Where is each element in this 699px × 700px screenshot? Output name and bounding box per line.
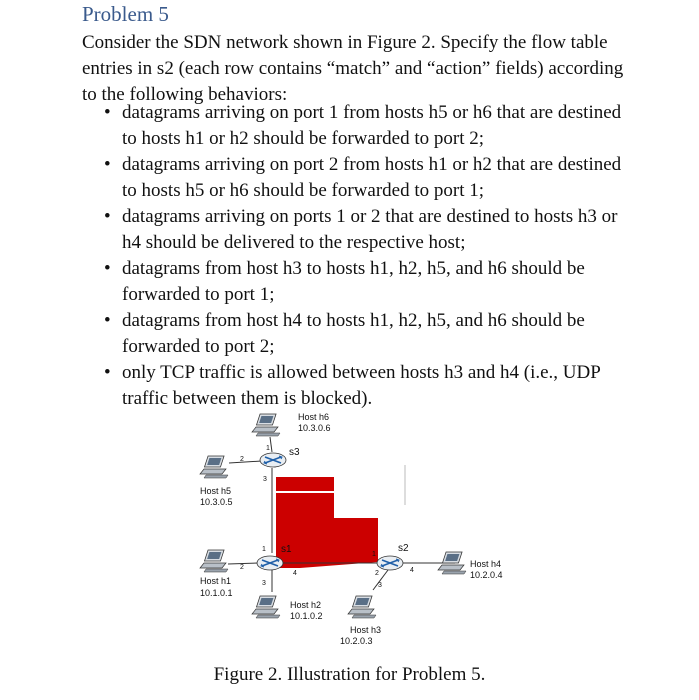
host-h4 bbox=[438, 552, 466, 574]
host-h6 bbox=[252, 414, 280, 436]
port-label: 2 bbox=[375, 570, 379, 577]
port-label: 1 bbox=[372, 551, 376, 558]
host-h5-ip: 10.3.0.5 bbox=[200, 497, 233, 507]
bullet-icon: • bbox=[104, 258, 111, 279]
behavior-text: datagrams from host h4 to hosts h1, h2, h5, and h6 should be forwarded to port 2; bbox=[122, 310, 585, 357]
host-h5-name: Host h5 bbox=[200, 486, 232, 496]
host-h2-ip: 10.1.0.2 bbox=[290, 611, 323, 621]
behavior-text: only TCP traffic is allowed between hosts h3 and h4 (i.e., UDP traffic between them is blocked). bbox=[122, 362, 601, 409]
behavior-item bbox=[100, 204, 640, 256]
port-label: 3 bbox=[378, 582, 382, 589]
behavior-text: datagrams arriving on ports 1 or 2 that are destined to hosts h3 or h4 should be delivered to the respective host; bbox=[122, 206, 618, 253]
behavior-text: datagrams from host h3 to hosts h1, h2, h5, and h6 should be forwarded to port 1; bbox=[122, 258, 585, 305]
problem-title: Problem 5 bbox=[82, 2, 169, 26]
bullet-icon: • bbox=[104, 310, 111, 331]
port-label: 1 bbox=[262, 546, 266, 553]
host-h4-name: Host h4 bbox=[470, 559, 502, 569]
behavior-item bbox=[100, 152, 640, 204]
port-label: 4 bbox=[293, 570, 297, 577]
host-h2 bbox=[252, 596, 280, 618]
bullet-icon: • bbox=[104, 362, 111, 383]
behavior-list bbox=[100, 100, 640, 412]
switch-label-s2: s2 bbox=[398, 543, 409, 554]
host-h6-ip: 10.3.0.6 bbox=[298, 423, 331, 433]
host-h4-ip: 10.2.0.4 bbox=[470, 570, 503, 580]
switch-label-s3: s3 bbox=[289, 447, 300, 458]
host-h1-ip: 10.1.0.1 bbox=[200, 588, 233, 598]
switch-s1 bbox=[257, 556, 283, 570]
bullet-icon: • bbox=[104, 154, 111, 175]
host-h6-name: Host h6 bbox=[298, 412, 330, 422]
behavior-text: datagrams arriving on port 2 from hosts h1 or h2 that are destined to hosts h5 or h6 should be forwarded to port 1; bbox=[122, 154, 622, 201]
behavior-item bbox=[100, 100, 640, 152]
switch-s2 bbox=[377, 556, 403, 570]
behavior-text: datagrams arriving on port 1 from hosts h5 or h6 that are destined to hosts h1 or h2 should be forwarded to port 2; bbox=[122, 102, 622, 149]
port-label: 2 bbox=[240, 456, 244, 463]
figure-caption: Figure 2. Illustration for Problem 5. bbox=[213, 664, 486, 685]
problem-intro: Consider the SDN network shown in Figure 2. Specify the flow table entries in s2 (each row contains “match” and “action” fields) according to the following behaviors: bbox=[82, 32, 624, 105]
host-h2-name: Host h2 bbox=[290, 600, 322, 610]
behavior-item bbox=[100, 256, 640, 308]
bullet-icon: • bbox=[104, 206, 111, 227]
host-h3-ip: 10.2.0.3 bbox=[340, 636, 373, 646]
port-label: 4 bbox=[410, 567, 414, 574]
switch-s3 bbox=[260, 453, 286, 467]
port-label: 1 bbox=[266, 445, 270, 452]
host-h1-name: Host h1 bbox=[200, 576, 232, 586]
host-h3 bbox=[348, 596, 376, 618]
port-label: 3 bbox=[263, 476, 267, 483]
port-label: 2 bbox=[240, 564, 244, 571]
port-label: 3 bbox=[262, 580, 266, 587]
network-figure bbox=[0, 400, 699, 660]
host-h1 bbox=[200, 550, 228, 572]
host-h3-name: Host h3 bbox=[350, 625, 382, 635]
host-h5 bbox=[200, 456, 228, 478]
switch-label-s1: s1 bbox=[281, 544, 292, 555]
behavior-item bbox=[100, 308, 640, 360]
bullet-icon: • bbox=[104, 102, 111, 123]
